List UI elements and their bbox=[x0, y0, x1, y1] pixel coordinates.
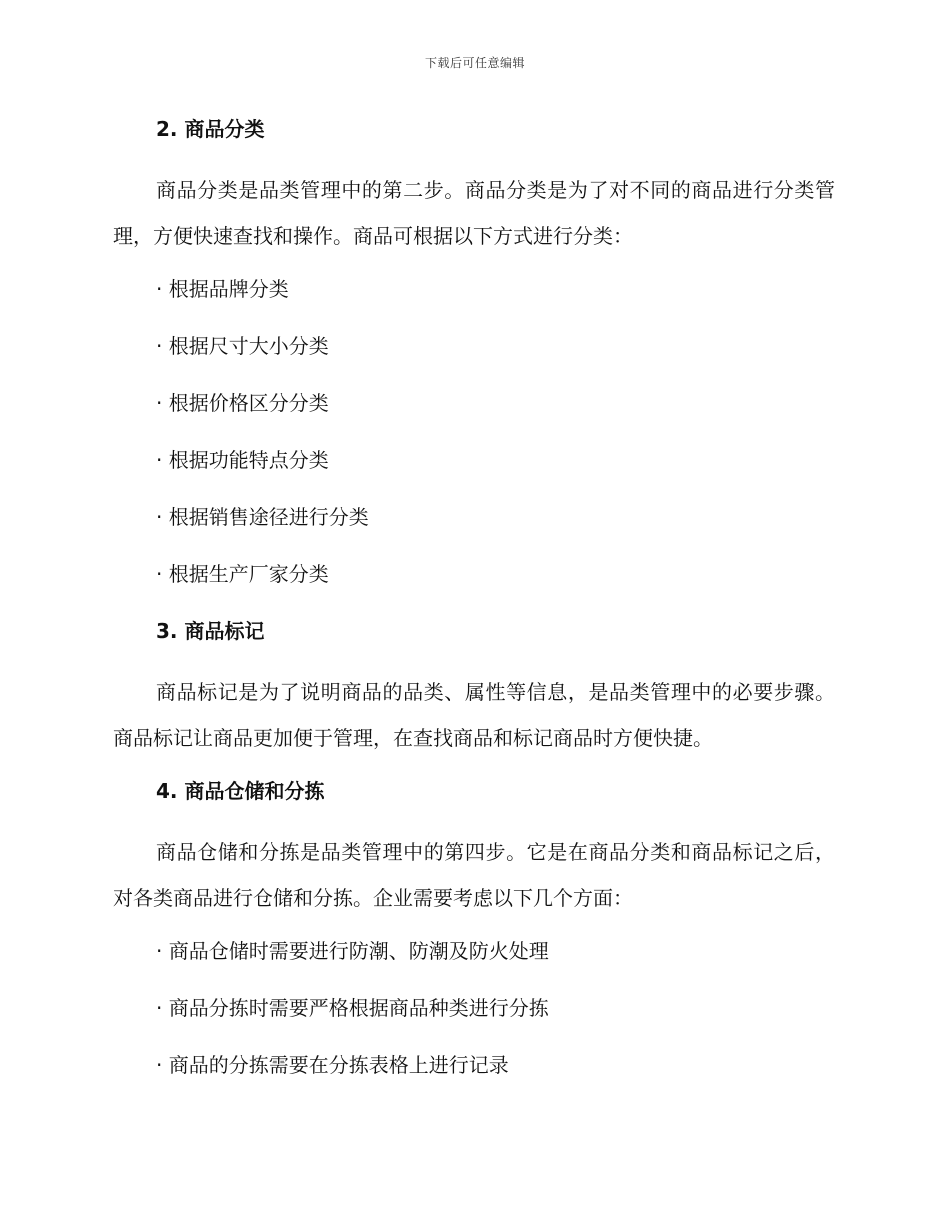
bullet-item: · 商品仓储时需要进行防潮、防潮及防火处理 bbox=[156, 939, 549, 963]
bullet-item: · 根据生产厂家分类 bbox=[156, 562, 329, 586]
bullet-item: · 商品分拣时需要严格根据商品种类进行分拣 bbox=[156, 996, 549, 1020]
section-4-heading: 4. 商品仓储和分拣 bbox=[156, 779, 325, 803]
section-2-heading: 2. 商品分类 bbox=[156, 117, 265, 141]
section-2-intro: 商品分类是品类管理中的第二步。商品分类是为了对不同的商品进行分类管理，方便快速查找和操作。商品可根据以下方式进行分类： bbox=[113, 178, 835, 248]
bullet-item: · 根据销售途径进行分类 bbox=[156, 505, 369, 529]
section-3-heading: 3. 商品标记 bbox=[156, 619, 265, 643]
section-4-intro: 商品仓储和分拣是品类管理中的第四步。它是在商品分类和商品标记之后，对各类商品进行仓储和分拣。企业需要考虑以下几个方面： bbox=[113, 840, 835, 910]
section-3-body: 商品标记是为了说明商品的品类、属性等信息，是品类管理中的必要步骤。商品标记让商品更加便于管理，在查找商品和标记商品时方便快捷。 bbox=[113, 680, 835, 750]
bullet-item: · 根据品牌分类 bbox=[156, 277, 289, 301]
bullet-item: · 根据尺寸大小分类 bbox=[156, 334, 329, 358]
document-body bbox=[113, 110, 835, 1103]
bullet-item: · 根据价格区分分类 bbox=[156, 391, 329, 415]
bullet-item: · 商品的分拣需要在分拣表格上进行记录 bbox=[156, 1053, 509, 1077]
bullet-item: · 根据功能特点分类 bbox=[156, 448, 329, 472]
header-note: 下载后可任意编辑 bbox=[424, 56, 525, 70]
